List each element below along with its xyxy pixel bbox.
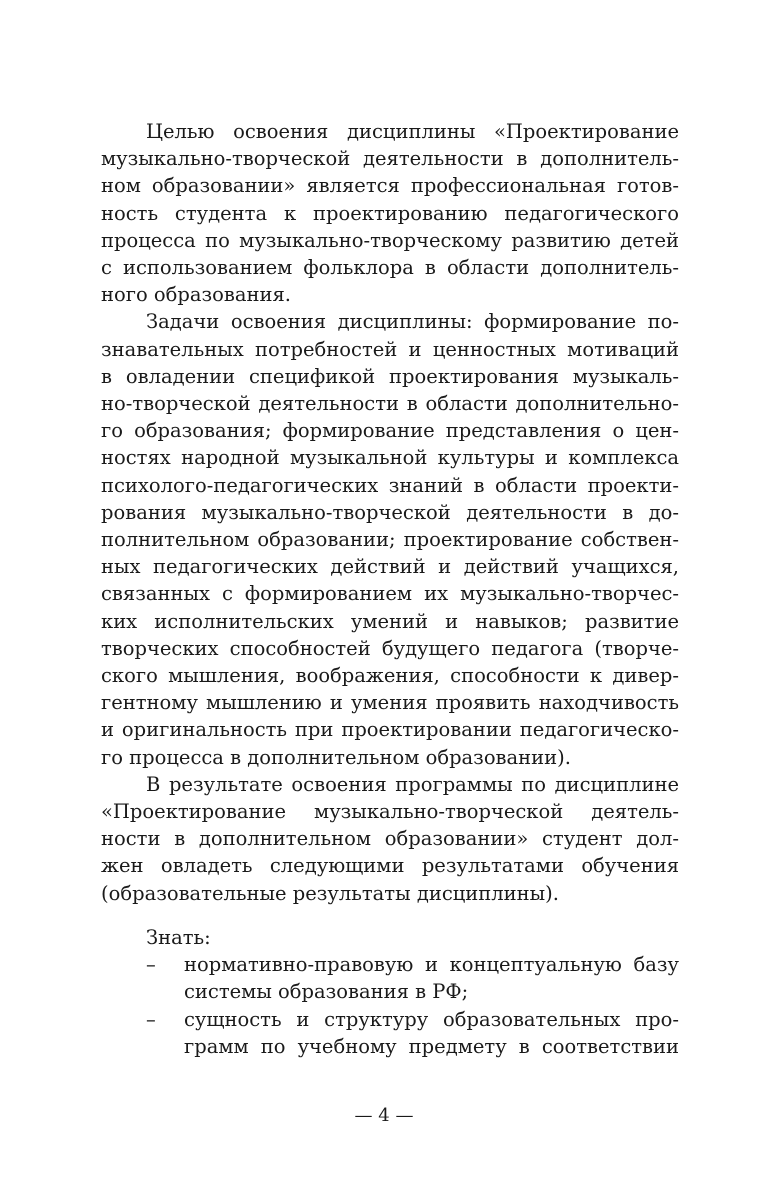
know-section — [101, 924, 679, 1060]
know-list — [101, 951, 679, 1060]
text-line: музыкально-творческой деятельности в дополнитель- — [101, 147, 679, 171]
text-line: связанных с формированием их музыкально-творчес- — [101, 582, 679, 606]
paragraph-tasks — [101, 308, 679, 770]
paragraph-results — [101, 771, 679, 907]
dash-bullet: – — [146, 1007, 156, 1031]
text-line: сущность и структуру образовательных про- — [184, 1007, 679, 1031]
text-line: полнительном образовании; проектирование собствен- — [101, 528, 679, 552]
spacer — [101, 907, 679, 924]
dash-bullet: – — [146, 953, 156, 977]
text-line: жен овладеть следующими результатами обучения — [101, 854, 679, 878]
text-line: ность студента к проектированию педагогического — [101, 201, 679, 225]
text-line: гентному мышлению и умения проявить находчивость — [101, 691, 679, 715]
text-line: в овладении спецификой проектирования музыкаль- — [101, 364, 679, 388]
text-line: ности в дополнительном образовании» студент дол- — [101, 827, 679, 851]
text-line: Задачи освоения дисциплины: формирование по- — [146, 310, 679, 334]
text-line: ких исполнительских умений и навыков; развитие — [101, 609, 679, 633]
text-line: ного образования. — [101, 283, 291, 307]
text-line: (образовательные результаты дисциплины). — [101, 881, 559, 905]
know-heading: Знать: — [146, 925, 211, 949]
list-item — [101, 1006, 679, 1060]
text-line: процесса по музыкально-творческому развитию детей — [101, 228, 679, 252]
text-line: но-творческой деятельности в области дополнительно- — [101, 392, 679, 416]
paragraph-goal — [101, 118, 679, 308]
text-line: нормативно-правовую и концептуальную базу — [184, 953, 679, 977]
page-number: — 4 — — [354, 1105, 414, 1126]
page-body — [101, 118, 679, 1060]
list-item — [101, 951, 679, 1005]
text-line: психолого-педагогических знаний в области проекти- — [101, 473, 679, 497]
text-line: го образования; формирование представления о цен- — [101, 419, 679, 443]
text-line: и оригинальность при проектировании педагогическо- — [101, 718, 679, 742]
text-line: грамм по учебному предмету в соответствии — [184, 1034, 679, 1058]
text-line: ского мышления, воображения, способности к дивер- — [101, 664, 679, 688]
text-line: системы образования в РФ; — [184, 980, 469, 1004]
text-line: ном образовании» является профессиональная готов- — [101, 174, 679, 198]
text-line: знавательных потребностей и ценностных мотиваций — [101, 337, 679, 361]
text-line: ных педагогических действий и действий учащихся, — [101, 555, 679, 579]
text-line: «Проектирование музыкально-творческой деятель- — [101, 800, 679, 824]
text-line: рования музыкально-творческой деятельности в до- — [101, 500, 679, 524]
text-line: го процесса в дополнительном образовании). — [101, 745, 571, 769]
text-line: творческих способностей будущего педагога (творче- — [101, 636, 679, 660]
text-line: В результате освоения программы по дисциплине — [146, 772, 679, 796]
text-line: ностях народной музыкальной культуры и комплекса — [101, 446, 679, 470]
text-line: с использованием фольклора в области дополнитель- — [101, 256, 679, 280]
text-line: Целью освоения дисциплины «Проектирование — [146, 120, 679, 143]
